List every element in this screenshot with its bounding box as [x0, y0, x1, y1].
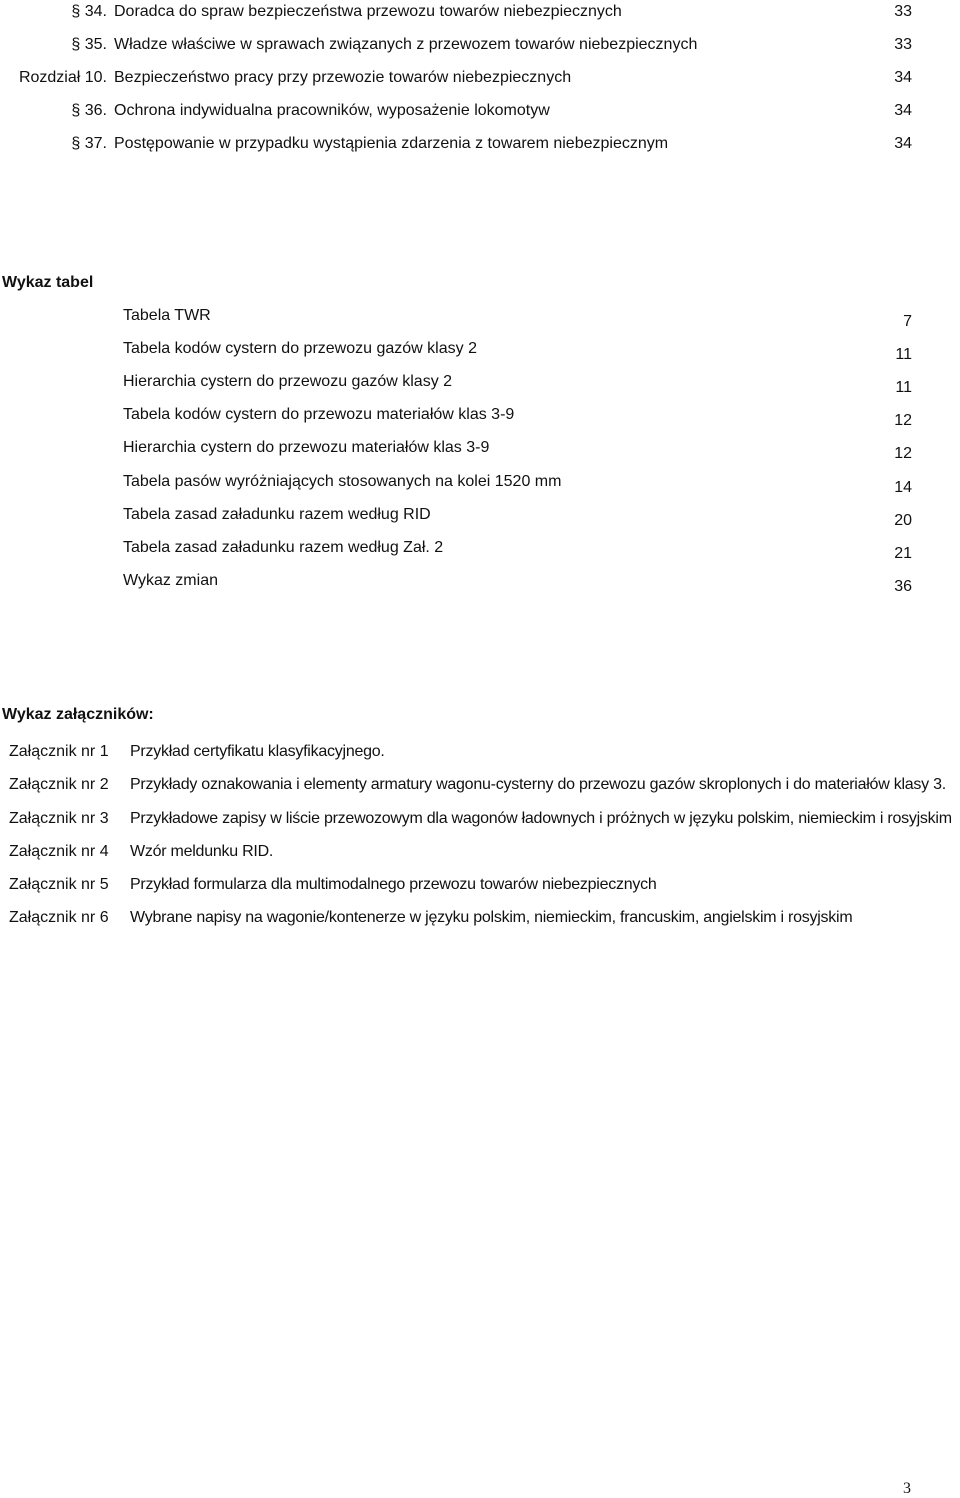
attachment-description: Przykładowe zapisy w liście przewozowym dla wagonów ładownych i próżnych w języku polskim, niemieckim i rosyjskim: [130, 810, 952, 827]
attachment-item: [0, 743, 960, 776]
attachment-label: Załącznik nr 1: [9, 743, 109, 760]
toc-row: [0, 101, 960, 134]
toc-page: 34: [894, 69, 912, 86]
table-list-page: 11: [895, 379, 912, 396]
toc-page: 33: [894, 36, 912, 53]
table-list-title: Hierarchia cystern do przewozu materiałów klas 3-9: [123, 439, 490, 456]
toc-page: 34: [894, 102, 912, 119]
attachment-item: [0, 876, 960, 909]
attachment-description: Przykłady oznakowania i elementy armatury wagonu-cysterny do przewozu gazów skroplonych i do materiałów klasy 3.: [130, 776, 946, 793]
table-list-item: [0, 340, 960, 373]
table-list-item: [0, 506, 960, 539]
toc-prefix: § 37.: [71, 135, 107, 152]
table-list-page: 36: [894, 578, 912, 595]
attachment-item: [0, 843, 960, 876]
toc-page: 33: [894, 3, 912, 20]
table-list-title: Tabela zasad załadunku razem według RID: [123, 506, 431, 523]
toc-row: [0, 68, 960, 101]
table-list-item: [0, 307, 960, 340]
table-list-title: Tabela zasad załadunku razem według Zał. 2: [123, 539, 444, 556]
attachments-heading: Wykaz załączników:: [2, 706, 154, 723]
toc-row: [0, 35, 960, 68]
toc-row: [0, 2, 960, 35]
table-list-item: [0, 539, 960, 572]
table-list-item: [0, 373, 960, 406]
attachment-description: Wybrane napisy na wagonie/kontenerze w języku polskim, niemieckim, francuskim, angielskim i rosyjskim: [130, 909, 853, 926]
table-list-item: [0, 473, 960, 506]
table-list-item: [0, 406, 960, 439]
toc-title: Doradca do spraw bezpieczeństwa przewozu towarów niebezpiecznych: [114, 3, 622, 20]
attachment-label: Załącznik nr 5: [9, 876, 109, 893]
table-list-page: 20: [894, 512, 912, 529]
attachment-label: Załącznik nr 4: [9, 843, 109, 860]
toc-row: [0, 134, 960, 167]
toc-prefix: Rozdział 10.: [18, 69, 107, 86]
attachment-description: Przykład certyfikatu klasyfikacyjnego.: [130, 743, 385, 760]
page-number: 3: [903, 1480, 911, 1497]
table-list-title: Tabela pasów wyróżniających stosowanych na kolei 1520 mm: [123, 473, 562, 490]
table-list-page: 12: [894, 445, 912, 462]
attachment-description: Przykład formularza dla multimodalnego przewozu towarów niebezpiecznych: [130, 876, 657, 893]
table-list-page: 12: [894, 412, 912, 429]
table-list-title: Tabela kodów cystern do przewozu materiałów klas 3-9: [123, 406, 515, 423]
table-list-title: Hierarchia cystern do przewozu gazów klasy 2: [123, 373, 453, 390]
table-list-page: 21: [894, 545, 912, 562]
attachment-item: [0, 810, 960, 843]
toc-prefix: § 34.: [71, 3, 107, 20]
toc-title: Bezpieczeństwo pracy przy przewozie towarów niebezpiecznych: [114, 69, 572, 86]
attachment-item: [0, 909, 960, 942]
attachment-label: Załącznik nr 2: [9, 776, 109, 793]
table-list-title: Tabela TWR: [123, 307, 211, 324]
table-list-item: [0, 439, 960, 472]
attachment-label: Załącznik nr 3: [9, 810, 109, 827]
table-list-item: [0, 572, 960, 605]
table-list-page: 7: [903, 313, 912, 330]
table-list-page: 14: [894, 479, 912, 496]
toc-page: 34: [894, 135, 912, 152]
table-list-title: Tabela kodów cystern do przewozu gazów klasy 2: [123, 340, 477, 357]
attachment-label: Załącznik nr 6: [9, 909, 109, 926]
toc-title: Postępowanie w przypadku wystąpienia zdarzenia z towarem niebezpiecznym: [114, 135, 669, 152]
toc-prefix: § 36.: [71, 102, 107, 119]
toc-title: Ochrona indywidualna pracowników, wyposażenie lokomotyw: [114, 102, 550, 119]
attachment-item: [0, 776, 960, 809]
toc-prefix: § 35.: [71, 36, 107, 53]
table-list-page: 11: [895, 346, 912, 363]
table-list-title: Wykaz zmian: [123, 572, 218, 589]
tables-heading: Wykaz tabel: [2, 274, 94, 291]
toc-title: Władze właściwe w sprawach związanych z przewozem towarów niebezpiecznych: [114, 36, 698, 53]
attachment-description: Wzór meldunku RID.: [130, 843, 274, 860]
